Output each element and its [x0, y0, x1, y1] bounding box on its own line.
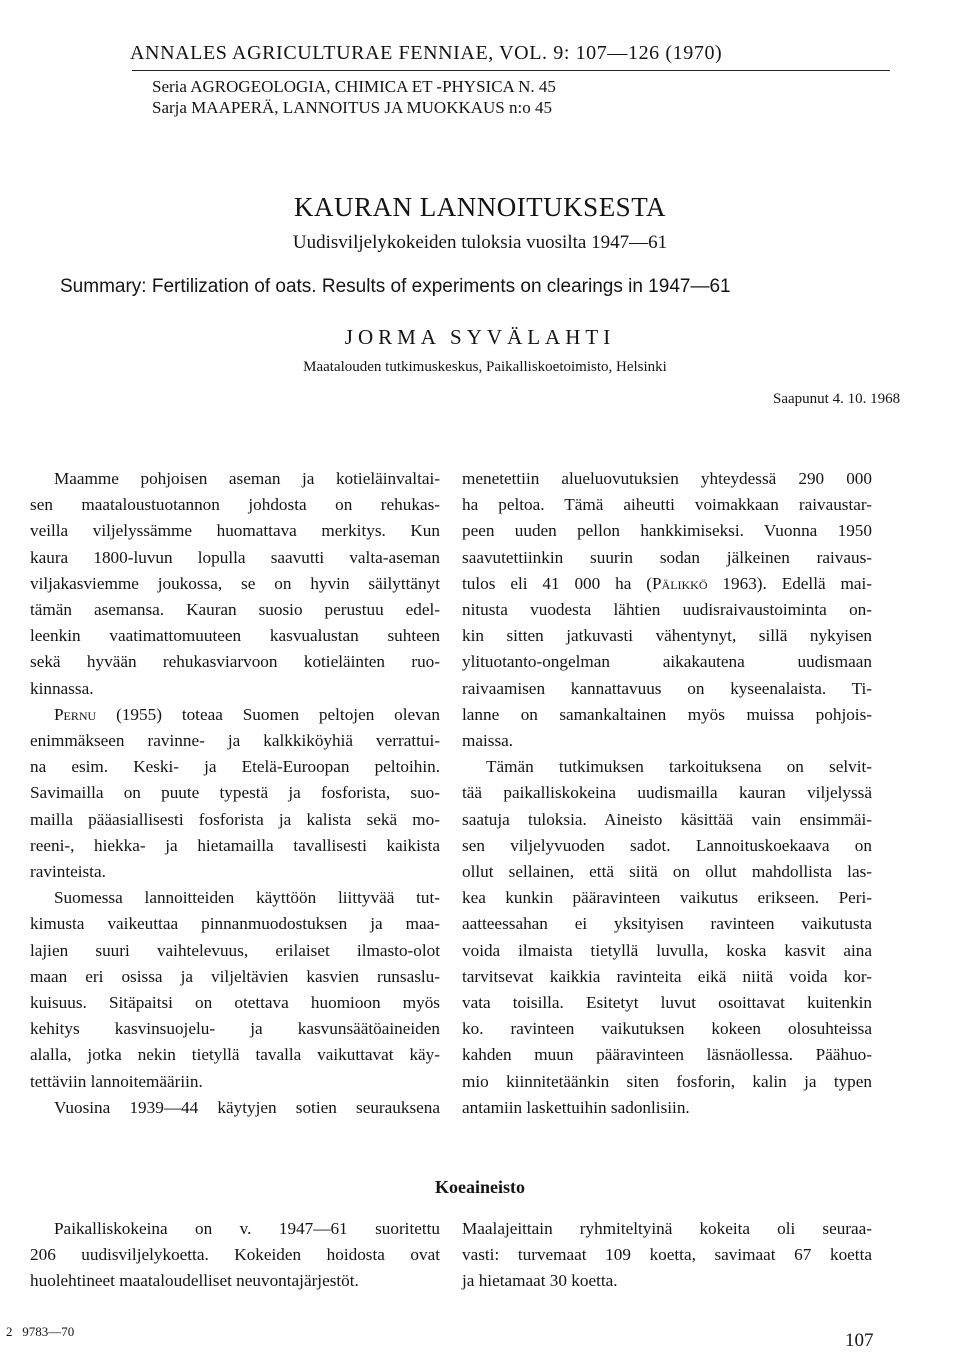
page-number: 107	[845, 1330, 874, 1351]
body-line: nitusta vuodesta lähtien uudisraivaustoiminta on-	[462, 600, 872, 620]
body-line: ko. ravinteen vaikutuksen kokeen olosuhteissa	[462, 1019, 872, 1039]
body-line: ollut sellainen, että siitä on ollut mahdollista las-	[462, 862, 872, 882]
body-line: na esim. Keski- ja Etelä-Euroopan peltoihin.	[30, 757, 440, 777]
section-right-column	[462, 1216, 872, 1295]
body-line: reeni-, hiekka- ja hietamailla tavallisesti kaikista	[30, 835, 440, 855]
journal-header: ANNALES AGRICULTURAE FENNIAE, VOL. 9: 107—126 (1970)	[130, 42, 723, 64]
body-line: raivaamisen kannattavuus on kyseenalaista. Ti-	[462, 678, 872, 698]
body-line: vata toisilla. Esitetyt luvut osoittavat kuitenkin	[462, 993, 872, 1013]
body-line: kuisuus. Sitäpaitsi on otettava huomioon myös	[30, 993, 440, 1013]
body-line: maan eri osissa ja viljeltävien kasvien runsaslu-	[30, 966, 440, 986]
body-line: saatuja tuloksia. Aineisto käsittää vain ensimmäi-	[462, 809, 872, 829]
body-line: tarvitsevat kaikkia ravinteita eikä niitä voida kor-	[462, 966, 872, 986]
body-line: Maamme pohjoisen aseman ja kotieläinvaltai-	[54, 469, 440, 488]
english-summary-title: Summary: Fertilization of oats. Results of experiments on clearings in 1947—61	[60, 276, 731, 297]
body-line: lajien suuri vaihtelevuus, erilaiset ilmasto-olot	[30, 940, 440, 960]
author-affiliation: Maatalouden tutkimuskeskus, Paikalliskoetoimisto, Helsinki	[303, 359, 667, 375]
body-line: menetettiin alueluovutuksien yhteydessä 290 000	[462, 469, 872, 488]
series-line: Seria AGROGEOLOGIA, CHIMICA ET -PHYSICA N. 45	[152, 77, 556, 96]
sarja-line: Sarja MAAPERÄ, LANNOITUS JA MUOKKAUS n:o 45	[152, 98, 552, 117]
section-left-column	[30, 1216, 440, 1295]
body-line: kaura 1800-luvun lopulla saavutti valta-aseman	[30, 547, 440, 567]
body-line: alalla, jotka nekin tietyllä tavalla vaikuttavat käy-	[30, 1045, 440, 1065]
body-right-column	[462, 466, 872, 1121]
author-name: JORMA SYVÄLAHTI	[344, 325, 616, 349]
body-line: mio kiinnitetäänkin siten fosforin, kalin ja typen	[462, 1071, 872, 1091]
body-line: ravinteista.	[30, 862, 106, 882]
body-line: kea kunkin pääravinteen vaikutus erikseen. Peri-	[462, 888, 872, 908]
body-line-citation	[30, 702, 440, 728]
body-line: kahden muun pääravinteen läsnäollessa. Päähuo-	[462, 1045, 872, 1065]
body-line: ylituotanto-ongelman aikakautena uudismaan	[462, 652, 872, 672]
body-line: antamiin laskettuihin sadonlisiin.	[462, 1097, 690, 1117]
body-line: veilla viljelyssämme huomattava merkitys. Kun	[30, 521, 440, 541]
body-line: tettäviin lannoitemääriin.	[30, 1071, 203, 1091]
body-line: kin sitten jatkuvasti vähentynyt, sillä nykyisen	[462, 626, 872, 646]
article-title: KAURAN LANNOITUKSESTA	[293, 192, 667, 222]
citation-text: (1955) toteaa Suomen peltojen olevan	[96, 704, 440, 724]
body-line: huolehtineet maataloudelliset neuvontajärjestöt.	[30, 1271, 359, 1291]
body-line-citation	[462, 571, 872, 597]
body-line: peen uuden pellon hankkimiseksi. Vuonna 1950	[462, 521, 872, 541]
body-line: 206 uudisviljelykoetta. Kokeiden hoidosta ovat	[30, 1245, 440, 1265]
author-citation: Pälikkö	[651, 573, 708, 593]
body-line: kimusta vaikeuttaa pinnanmuodostuksen ja maa-	[30, 914, 440, 934]
received-date: Saapunut 4. 10. 1968	[773, 391, 901, 407]
body-line: saavutettiinkin suurin sodan jälkeinen raivaus-	[462, 547, 872, 567]
citation-text: tulos eli 41 000 ha (	[462, 573, 652, 593]
body-line: kehitys kasvinsuojelu- ja kasvunsäätöaineiden	[30, 1019, 440, 1039]
body-line: leenkin vaatimattomuuteen kasvualustan suhteen	[30, 626, 440, 646]
body-left-column	[30, 466, 440, 1121]
body-line: enimmäkseen ravinne- ja kalkkiköyhiä verrattui-	[30, 731, 440, 751]
body-line: ja hietamaat 30 koetta.	[462, 1271, 618, 1291]
body-line: mailla pääasiallisesti fosforista ja kalista sekä mo-	[30, 809, 440, 829]
body-line: sen maataloustuotannon johdosta on rehukas-	[30, 495, 440, 515]
article-subtitle: Uudisviljelykokeiden tuloksia vuosilta 1947—61	[292, 232, 668, 253]
body-line: ha peltoa. Tämä aiheutti voimakkaan raivaustar-	[462, 495, 872, 515]
body-line: sen viljelyvuoden sadot. Lannoituskoekaava on	[462, 835, 872, 855]
body-line: tämän asemansa. Kauran suosio perustuu edel-	[30, 600, 440, 620]
body-line: Paikalliskokeina on v. 1947—61 suoritettu	[54, 1219, 440, 1238]
footer-signature: 2 9783—70	[6, 1324, 75, 1339]
body-line: kinnassa.	[30, 678, 94, 698]
header-rule	[132, 70, 890, 71]
citation-text: 1963). Edellä mai-	[707, 573, 872, 593]
author-citation: Pernu	[54, 704, 97, 724]
body-line: Maalajeittain ryhmiteltyinä kokeita oli seuraa-	[462, 1219, 872, 1238]
body-line: sekä hyvään rehukasviarvoon kotieläinten ruo-	[30, 652, 440, 672]
body-line: voida ilmaista tietyllä luvulla, koska kasvit aina	[462, 940, 872, 960]
body-line: Suomessa lannoitteiden käyttöön liittyvää tut-	[54, 888, 440, 908]
body-line: maissa.	[462, 731, 514, 751]
body-line: Tämän tutkimuksen tarkoituksena on selvit-	[486, 757, 872, 777]
body-line: aatteessahan ei yksityisen ravinteen vaikutusta	[462, 914, 872, 934]
body-line: tää paikalliskokeina uudismailla kauran viljelyssä	[462, 783, 872, 803]
body-line: Savimailla on puute typestä ja fosforista, suo-	[30, 783, 440, 803]
body-line: vasti: turvemaat 109 koetta, savimaat 67 koetta	[462, 1245, 872, 1265]
body-line: viljakasviemme joukossa, se on hyvin säilyttänyt	[30, 573, 440, 593]
body-line: lanne on samankaltainen myös muissa pohjois-	[462, 704, 872, 724]
body-line: Vuosina 1939—44 käytyjen sotien seurauksena	[54, 1097, 440, 1117]
section-heading: Koeaineisto	[435, 1177, 525, 1197]
